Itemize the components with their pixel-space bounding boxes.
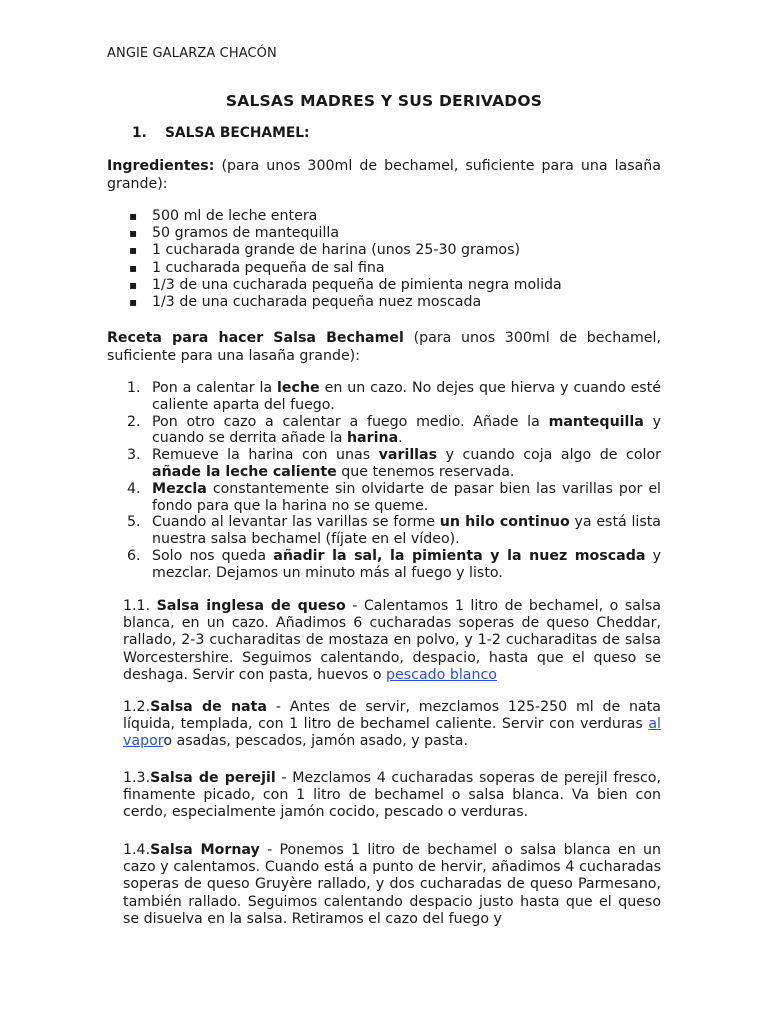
step-text: Pon a calentar la	[152, 380, 278, 396]
derivative-text: - Ponemos 1 litro de bechamel o salsa blanca en un cazo y calentamos. Cuando está a punto de hervir, añadimos 4 cucharadas soperas de queso Gruyère rallado, y dos cucharadas de queso Parmesano, también rallado. Seguimos calentando despacio justo hasta que el queso se disuelva en la salsa. Retiramos el cazo del fuego y	[123, 842, 661, 927]
step-number: 5.	[127, 514, 141, 531]
step-text: y cuando coja algo de color	[437, 447, 661, 464]
list-item	[107, 548, 661, 582]
derivative-number: 1.1.	[123, 598, 157, 614]
derivative-salsa-mornay	[123, 842, 661, 928]
step-text: constantemente sin olvidarte de pasar bien las varillas por el fondo para que la harina no se queme.	[152, 480, 661, 514]
list-item: ▪ 1 cucharada pequeña de sal fina	[107, 260, 661, 277]
list-item	[107, 447, 661, 481]
step-text: y cuando se derrita añade la	[152, 413, 661, 447]
recipe-intro	[107, 330, 661, 365]
list-item: ▪ 1 cucharada grande de harina (unos 25-30 gramos)	[107, 242, 661, 259]
step-bold: Mezcla	[152, 480, 207, 497]
list-item	[107, 380, 661, 414]
ingredients-label: Ingredientes:	[107, 158, 215, 174]
step-bold: un hilo continuo	[439, 514, 570, 531]
recipe-steps	[107, 380, 661, 582]
derivative-text: - Antes de servir, mezclamos 125-250 ml de nata líquida, templada, con 1 litro de bechamel caliente. Servir con verduras	[123, 699, 661, 733]
document-title: SALSAS MADRES Y SUS DERIVADOS	[225, 92, 543, 110]
derivative-number: 1.3.	[123, 770, 151, 786]
step-text: .	[398, 430, 403, 447]
step-text: ya está lista nuestra salsa bechamel (fíjate en el vídeo).	[152, 514, 661, 548]
ingredients-list	[107, 208, 661, 311]
derivative-text: - Calentamos 1 litro de bechamel, o salsa blanca, en un cazo. Añadimos 6 cucharadas soperas de queso Cheddar, rallado, 2-3 cucharaditas de mostaza en polvo, y 1-2 cucharaditas de salsa Worcestershire. Seguimos calentando, despacio, hasta que el queso se deshaga. Servir con pasta, huevos o	[123, 598, 661, 683]
derivative-name: Salsa de nata	[150, 699, 267, 715]
section-number: 1.	[132, 125, 147, 141]
pescado-blanco-link[interactable]: pescado blanco	[386, 666, 497, 683]
list-item: ▪ 1/3 de una cucharada pequeña nuez moscada	[107, 294, 661, 311]
step-bold: añade la leche caliente	[152, 463, 337, 480]
step-text: Cuando al levantar las varillas se forme	[152, 514, 440, 531]
recipe-label: Receta para hacer Salsa Bechamel	[107, 330, 404, 346]
derivative-text: - Mezclamos 4 cucharadas soperas de perejil fresco, finamente picado, con 1 litro de bechamel o salsa blanca. Va bien con cerdo, especialmente jamón cocido, pescado o verduras.	[123, 770, 661, 821]
ingredients-intro	[107, 158, 661, 193]
derivative-text: o asadas, pescados, jamón asado, y pasta.	[163, 733, 468, 750]
list-item: ▪ 1/3 de una cucharada pequeña de pimienta negra molida	[107, 277, 661, 294]
list-item	[107, 414, 661, 448]
step-number: 3.	[127, 447, 141, 464]
author-name: ANGIE GALARZA CHACÓN	[107, 46, 277, 61]
derivative-number: 1.4.	[123, 842, 151, 858]
step-text: que tenemos reservada.	[336, 463, 515, 480]
derivative-name: Salsa de perejil	[150, 770, 276, 786]
step-bold: leche	[277, 380, 320, 396]
list-item: ▪ 500 ml de leche entera	[107, 208, 661, 225]
step-text: Pon otro cazo a calentar a fuego medio. Añade la	[152, 413, 549, 430]
step-number: 4.	[127, 480, 141, 497]
step-bold: añadir la sal, la pimienta y la nuez moscada	[273, 547, 646, 564]
list-item	[107, 481, 661, 515]
step-text: y mezclar. Dejamos un minuto más al fuego y listo.	[152, 547, 662, 581]
step-text: Remueve la harina con unas	[152, 447, 379, 464]
step-number: 1.	[127, 380, 141, 396]
list-item	[107, 514, 661, 548]
step-number: 6.	[127, 547, 141, 564]
derivative-salsa-inglesa	[123, 598, 661, 684]
derivative-salsa-perejil	[123, 770, 661, 822]
derivative-salsa-nata	[123, 699, 661, 751]
al-vapor-link[interactable]: al vapor	[123, 716, 661, 750]
step-number: 2.	[127, 413, 141, 430]
derivative-number: 1.2.	[123, 699, 151, 715]
derivative-name: Salsa Mornay	[150, 842, 260, 858]
step-text: Solo nos queda	[152, 547, 274, 564]
section-heading-bechamel	[132, 125, 310, 141]
section-heading-text: SALSA BECHAMEL:	[165, 125, 310, 141]
step-bold: varillas	[378, 447, 438, 464]
step-bold: harina	[346, 430, 399, 447]
step-text: en un cazo. No dejes que hierva y cuando esté caliente aparta del fuego.	[152, 380, 661, 413]
list-item: ▪ 50 gramos de mantequilla	[107, 225, 661, 242]
step-bold: mantequilla	[548, 413, 644, 430]
ingredients-text: (para unos 300ml de bechamel, suficiente para una lasaña grande):	[107, 158, 661, 192]
recipe-text: (para unos 300ml de bechamel, suficiente para una lasaña grande):	[107, 330, 661, 364]
derivative-name: Salsa inglesa de queso	[156, 598, 346, 614]
